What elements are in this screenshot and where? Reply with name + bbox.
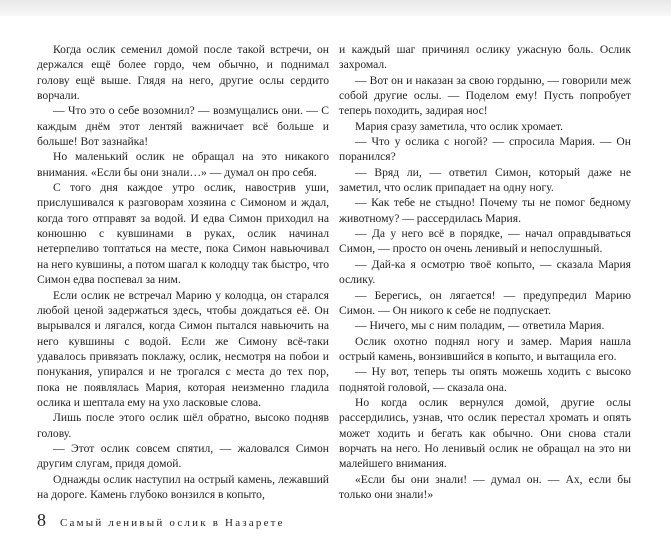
paragraph: Когда ослик семенил домой после такой встречи, он держался ещё более гордо, чем обычно, и поднимал голову ещё выше. Глядя на него, другие ослы сердито ворчали. (37, 43, 329, 103)
paragraph: — Дай-ка я осмотрю твоё копыто, — сказала Мария ослику. (339, 257, 631, 287)
paragraph: Но когда ослик вернулся домой, другие ослы рассердились, узнав, что ослик перестал хромать и опять может ходить и бегать как обычно. Они снова стали ворчать на него. Но ленивый ослик не обращал на это ни малейшего внимания. (339, 395, 631, 471)
paragraph: С того дня каждое утро ослик, навострив уши, прислушивался к разговорам хозяина с Симоном и ждал, когда того отправят за водой. И едва Симон приходил на конюшню с кувшинами в руках, ослик начинал нетерпеливо топтаться на месте, пока Симон навьючивал на него кувшины, а потом шагал к колодцу так быстро, что Симон едва поспевал за ним. (37, 181, 329, 287)
right-text-column (339, 42, 631, 502)
paragraph: — Ну вот, теперь ты опять можешь ходить с высоко поднятой головой, — сказала она. (339, 365, 631, 394)
paragraph: «Если бы они знали! — думал он. — Ах, если бы только они знали!» (339, 472, 631, 501)
paragraph: — Этот ослик совсем спятил, — жаловался Симон другим слугам, придя домой. (37, 441, 329, 471)
page-footer (37, 510, 285, 531)
left-text-column (37, 42, 329, 502)
paragraph: — Берегись, он лягается! — предупредил Марию Симон. — Он никого к себе не подпускает. (339, 288, 631, 317)
paragraph: Мария сразу заметила, что ослик хромает. (355, 119, 564, 133)
paragraph: Ослик охотно поднял ногу и замер. Мария нашла острый камень, вонзившийся в копыто, и вытащила его. (339, 334, 631, 363)
paragraph: — Как тебе не стыдно! Почему ты не помог бедному животному? — рассердилась Мария. (339, 196, 631, 225)
paragraph: — Что это о себе возомнил? — возмущались они. — С каждым днём этот лентяй важничает всё больше и больше! Вот зазнайка! (37, 104, 329, 149)
page-number: 8 (37, 510, 46, 530)
page-top-edge (0, 0, 671, 16)
running-title: Самый ленивый ослик в Назарете (60, 517, 285, 529)
paragraph: и каждый шаг причинял ослику ужасную боль. Ослик захромал. (339, 43, 631, 72)
paragraph: — Да у него всё в порядке, — начал оправдываться Симон, — просто он очень ленивый и непослушный. (339, 227, 631, 256)
paragraph: — Что у ослика с ногой? — спросила Мария. — Он поранился? (339, 135, 631, 164)
paragraph: — Вот он и наказан за свою гордыню, — говорили меж собой другие ослы. — Поделом ему! Пусть попробует теперь походить, задирая нос! (339, 73, 631, 118)
paragraph: Но маленький ослик не обращал на это никакого внимания. «Если бы они знали…» — думал он про себя. (37, 150, 329, 179)
paragraph: Лишь после этого ослик шёл обратно, высоко подняв голову. (37, 411, 329, 440)
paragraph: — Ничего, мы с ним поладим, — ответила Мария. (355, 319, 605, 333)
paragraph: Однажды ослик наступил на острый камень, лежавший на дороге. Камень глубоко вонзился в копыто, (37, 472, 329, 501)
paragraph: Если ослик не встречал Марию у колодца, он старался любой ценой задержаться здесь, чтобы дождаться её. Он вырывался и лягался, когда Симон пытался навьючить на него кувшины с водой. Если же Симону всё-таки удавалось привязать поклажу, ослик, несмотря на побои и понукания, упирался и не трогался с места до тех пор, пока не появлялась Мария, которая неизменно гладила ослика и шептала ему на ухо ласковые слова. (37, 288, 329, 409)
paragraph: — Вряд ли, — ответил Симон, который даже не заметил, что ослик припадает на одну ногу. (339, 165, 631, 195)
